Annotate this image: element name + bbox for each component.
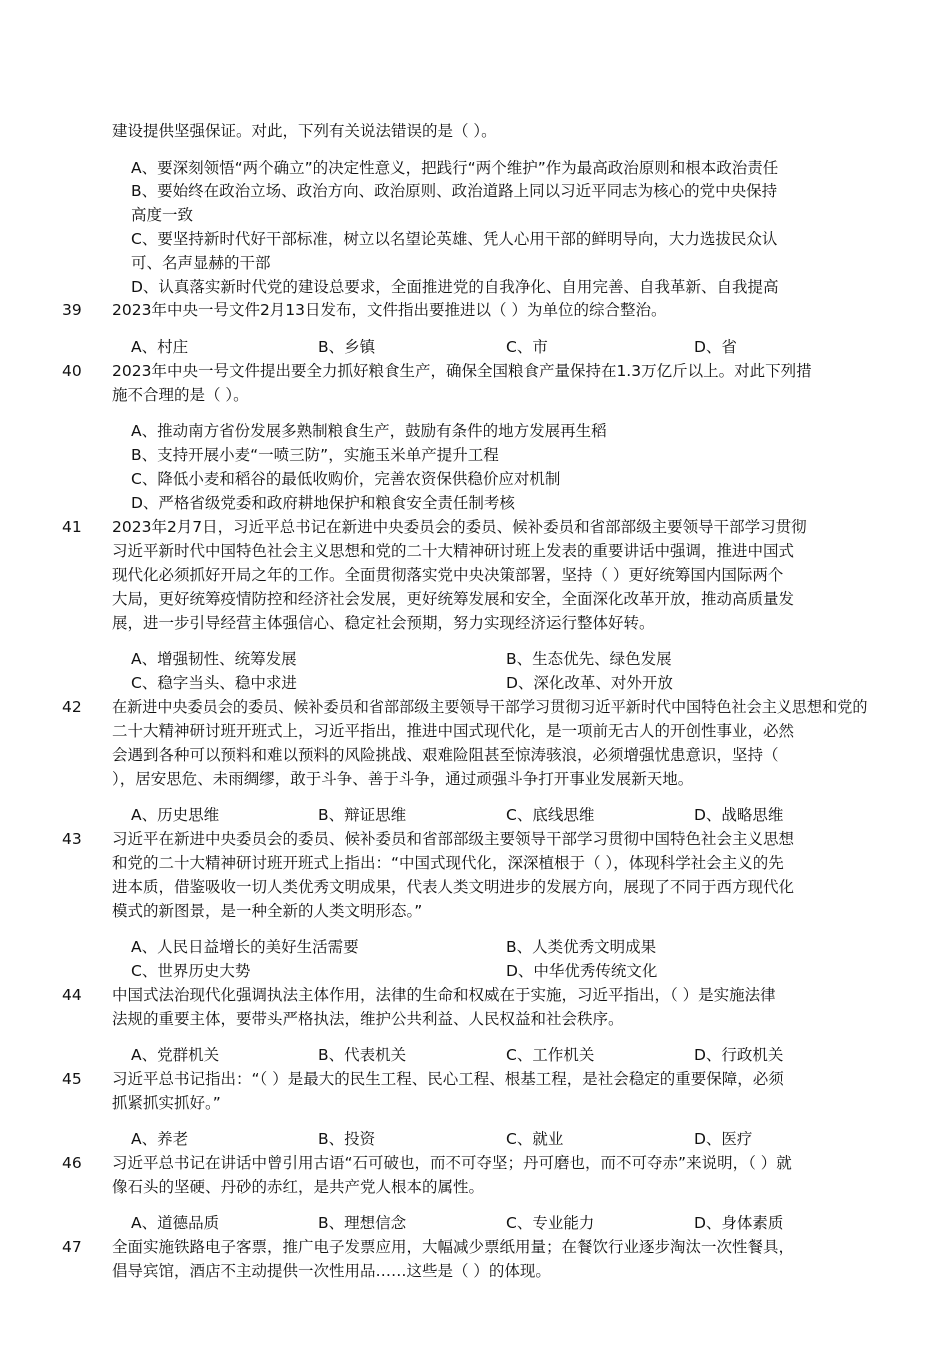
option-c: C、工作机关 <box>506 1046 595 1064</box>
question-number: 45 <box>62 1070 82 1088</box>
question-stem: 施不合理的是（ ）。 <box>112 386 249 404</box>
option-c: C、要坚持新时代好干部标准，树立以名望论英雄、凭人心用干部的鲜明导向，大力选拔民众认 <box>131 230 778 248</box>
question-stem: 2023年2月7日，习近平总书记在新进中央委员会的委员、候补委员和省部部级主要领导干部学习贯彻 <box>112 518 807 536</box>
question-stem: 2023年中央一号文件2月13日发布，文件指出要推进以（ ）为单位的综合整治。 <box>112 301 667 319</box>
option-c: C、专业能力 <box>506 1214 595 1232</box>
option-a: A、道德品质 <box>131 1214 220 1232</box>
option-d: D、战略思维 <box>694 806 784 824</box>
question-stem: 会遇到各种可以预料和难以预料的风险挑战、艰难险阻甚至惊涛骇浪，必须增强忧患意识，坚持（ <box>112 746 779 764</box>
option-d: D、深化改革、对外开放 <box>506 674 673 692</box>
question-number: 44 <box>62 986 82 1004</box>
option-c: C、世界历史大势 <box>131 962 251 980</box>
option-d: D、中华优秀传统文化 <box>506 962 658 980</box>
option-b: B、投资 <box>318 1130 376 1148</box>
option-d: D、身体素质 <box>694 1214 784 1232</box>
option-b: B、要始终在政治立场、政治方向、政治原则、政治道路上同以习近平同志为核心的党中央保持 <box>131 182 778 200</box>
option-d: D、认真落实新时代党的建设总要求，全面推进党的自我净化、自用完善、自我革新、自我提高 <box>131 278 779 296</box>
option-d: D、省 <box>694 338 737 356</box>
question-stem: 模式的新图景，是一种全新的人类文明形态。” <box>112 902 423 920</box>
question-stem: 法规的重要主体，要带头严格执法，维护公共利益、人民权益和社会秩序。 <box>112 1010 624 1028</box>
option-a: A、要深刻领悟“两个确立”的决定性意义，把践行“两个维护”作为最高政治原则和根本政治责任 <box>131 159 779 177</box>
question-stem: 大局，更好统筹疫情防控和经济社会发展，更好统筹发展和安全，全面深化改革开放，推动高质量发 <box>112 590 795 608</box>
question-stem: 2023年中央一号文件提出要全力抓好粮食生产，确保全国粮食产量保持在1.3万亿斤以上。对此下列措 <box>112 362 812 380</box>
question-stem: 展，进一步引导经营主体强信心、稳定社会预期，努力实现经济运行整体好转。 <box>112 614 655 632</box>
option-b: B、生态优先、绿色发展 <box>506 650 672 668</box>
question-stem: 习近平总书记在讲话中曾引用古语“石可破也，而不可夺坚；丹可磨也，而不可夺赤”来说明，（ ）就 <box>112 1154 792 1172</box>
question-number: 46 <box>62 1154 82 1172</box>
option-a: A、推动南方省份发展多熟制粮食生产，鼓励有条件的地方发展再生稻 <box>131 422 607 440</box>
option-d: D、行政机关 <box>694 1046 784 1064</box>
question-stem: 像石头的坚硬、丹砂的赤红，是共产党人根本的属性。 <box>112 1178 485 1196</box>
option-a: A、人民日益增长的美好生活需要 <box>131 938 359 956</box>
question-stem: 中国式法治现代化强调执法主体作用，法律的生命和权威在于实施，习近平指出，（ ）是实施法律 <box>112 986 776 1004</box>
option-a: A、村庄 <box>131 338 189 356</box>
option-a: A、党群机关 <box>131 1046 220 1064</box>
option-a: A、养老 <box>131 1130 189 1148</box>
question-number: 43 <box>62 830 82 848</box>
option-c: C、底线思维 <box>506 806 595 824</box>
option-b: B、代表机关 <box>318 1046 407 1064</box>
question-number: 47 <box>62 1238 82 1256</box>
question-stem: ），居安思危、未雨绸缪，敢于斗争、善于斗争，通过顽强斗争打开事业发展新天地。 <box>112 770 694 788</box>
option-c-cont: 可、名声显赫的干部 <box>131 254 271 272</box>
question-stem: 建设提供坚强保证。对此，下列有关说法错误的是（ ）。 <box>112 122 497 140</box>
option-c: C、降低小麦和稻谷的最低收购价，完善农资保供稳价应对机制 <box>131 470 561 488</box>
option-c: C、就业 <box>506 1130 564 1148</box>
question-stem: 二十大精神研讨班开班式上，习近平指出，推进中国式现代化，是一项前无古人的开创性事业，必然 <box>112 722 795 740</box>
question-stem: 抓紧抓实抓好。” <box>112 1094 221 1112</box>
option-b: B、人类优秀文明成果 <box>506 938 657 956</box>
question-number: 39 <box>62 301 82 319</box>
question-stem: 进本质，借鉴吸收一切人类优秀文明成果，代表人类文明进步的发展方向，展现了不同于西方现代化 <box>112 878 795 896</box>
option-b: B、支持开展小麦“一喷三防”，实施玉米单产提升工程 <box>131 446 499 464</box>
option-c: C、市 <box>506 338 548 356</box>
question-number: 41 <box>62 518 82 536</box>
option-b-cont: 高度一致 <box>131 206 194 224</box>
option-b: B、辩证思维 <box>318 806 407 824</box>
question-stem: 全面实施铁路电子客票，推广电子发票应用，大幅减少票纸用量；在餐饮行业逐步淘汰一次性餐具， <box>112 1238 795 1256</box>
question-stem: 在新进中央委员会的委员、候补委员和省部部级主要领导干部学习贯彻习近平新时代中国特色社会主义思想和党的 <box>112 698 868 716</box>
option-b: B、理想信念 <box>318 1214 407 1232</box>
question-stem: 习近平总书记指出：“（ ）是最大的民生工程、民心工程、根基工程，是社会稳定的重要保障，必须 <box>112 1070 784 1088</box>
option-c: C、稳字当头、稳中求进 <box>131 674 297 692</box>
question-stem: 习近平在新进中央委员会的委员、候补委员和省部部级主要领导干部学习贯彻中国特色社会主义思想 <box>112 830 795 848</box>
option-d: D、医疗 <box>694 1130 753 1148</box>
question-stem: 和党的二十大精神研讨班开班式上指出：“中国式现代化，深深植根于（ ），体现科学社会主义的先 <box>112 854 784 872</box>
question-stem: 倡导宾馆，酒店不主动提供一次性用品……这些是（ ）的体现。 <box>112 1262 551 1280</box>
option-b: B、乡镇 <box>318 338 376 356</box>
option-a: A、历史思维 <box>131 806 220 824</box>
question-number: 40 <box>62 362 82 380</box>
question-number: 42 <box>62 698 82 716</box>
option-d: D、严格省级党委和政府耕地保护和粮食安全责任制考核 <box>131 494 515 512</box>
option-a: A、增强韧性、统筹发展 <box>131 650 297 668</box>
question-stem: 现代化必须抓好开局之年的工作。全面贯彻落实党中央决策部署，坚持（ ）更好统筹国内国际两个 <box>112 566 784 584</box>
question-stem: 习近平新时代中国特色社会主义思想和党的二十大精神研讨班上发表的重要讲话中强调，推进中国式 <box>112 542 795 560</box>
